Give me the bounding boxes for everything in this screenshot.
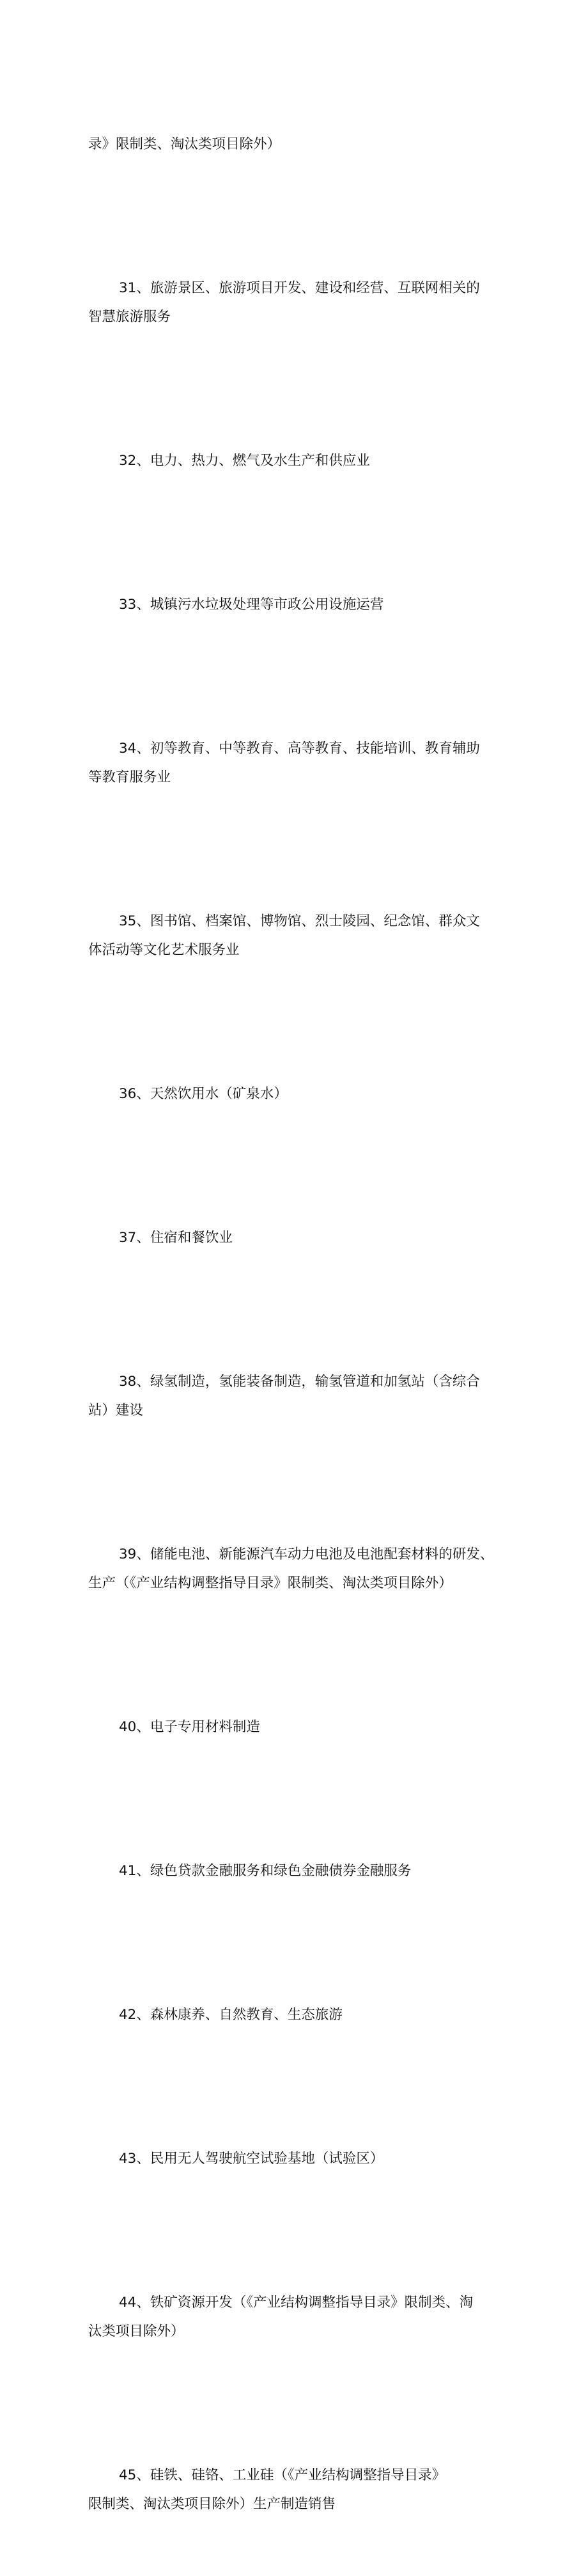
list-item-36: [88, 1022, 504, 1166]
paragraph-line: 37、住宿和餐饮业: [119, 1230, 233, 1246]
paragraph-line: 43、民用无人驾驶航空试验基地（试验区）: [119, 2151, 384, 2167]
paragraph-line: 智慧旅游服务: [88, 309, 171, 325]
list-item-34: [88, 677, 504, 849]
list-item-42: [88, 1943, 504, 2087]
list-item-31: [88, 216, 504, 389]
list-item-37: [88, 1166, 504, 1310]
paragraph-line: 站）建设: [88, 1402, 144, 1418]
paragraph-line: 35、图书馆、档案馆、博物馆、烈士陵园、纪念馆、群众文: [119, 913, 480, 929]
list-item-41: [88, 1799, 504, 1943]
paragraph-line: 44、铁矿资源开发（《产业结构调整指导目录》限制类、淘: [119, 2295, 474, 2311]
paragraph-line: 汰类项目除外）: [88, 2323, 185, 2339]
paragraph-line: 40、电子专用材料制造: [119, 1719, 260, 1735]
paragraph-line: 体活动等文化艺术服务业: [88, 942, 240, 958]
paragraph-line: 45、硅铁、硅铬、工业硅（《产业结构调整指导目录》: [119, 2467, 446, 2483]
paragraph-line: 41、绿色贷款金融服务和绿色金融债券金融服务: [119, 1863, 412, 1879]
paragraph-line: 33、城镇污水垃圾处理等市政公用设施运营: [119, 597, 384, 613]
paragraph-line: 32、电力、热力、燃气及水生产和供应业: [119, 453, 370, 469]
paragraph-line: 36、天然饮用水（矿泉水）: [119, 1086, 288, 1102]
list-item-45: [88, 2403, 504, 2576]
paragraph-line: 38、绿氢制造，氢能装备制造，输氢管道和加氢站（含综合: [119, 1374, 480, 1390]
paragraph-line: 录》限制类、淘汰类项目除外）: [88, 136, 281, 152]
paragraph-line: 34、初等教育、中等教育、高等教育、技能培训、教育辅助: [119, 741, 480, 757]
list-item-40: [88, 1655, 504, 1799]
list-item-33: [88, 533, 504, 677]
paragraph-line: 39、储能电池、新能源汽车动力电池及电池配套材料的研发、: [119, 1546, 494, 1562]
document-body: [88, 72, 504, 2576]
paragraph-line: 等教育服务业: [88, 769, 171, 785]
list-item-43: [88, 2087, 504, 2231]
list-item-35: [88, 849, 504, 1022]
list-item-32: [88, 389, 504, 533]
list-item-44: [88, 2231, 504, 2403]
paragraph-line: 限制类、淘汰类项目除外）生产制造销售: [88, 2496, 336, 2512]
list-item-38: [88, 1310, 504, 1482]
paragraph-line: 42、森林康养、自然教育、生态旅游: [119, 2007, 343, 2023]
paragraph-line: 生产（《产业结构调整指导目录》限制类、淘汰类项目除外）: [88, 1575, 453, 1591]
paragraph-line: 31、旅游景区、旅游项目开发、建设和经营、互联网相关的: [119, 280, 480, 296]
list-item-39: [88, 1482, 504, 1655]
paragraph-continuation: [88, 72, 504, 216]
